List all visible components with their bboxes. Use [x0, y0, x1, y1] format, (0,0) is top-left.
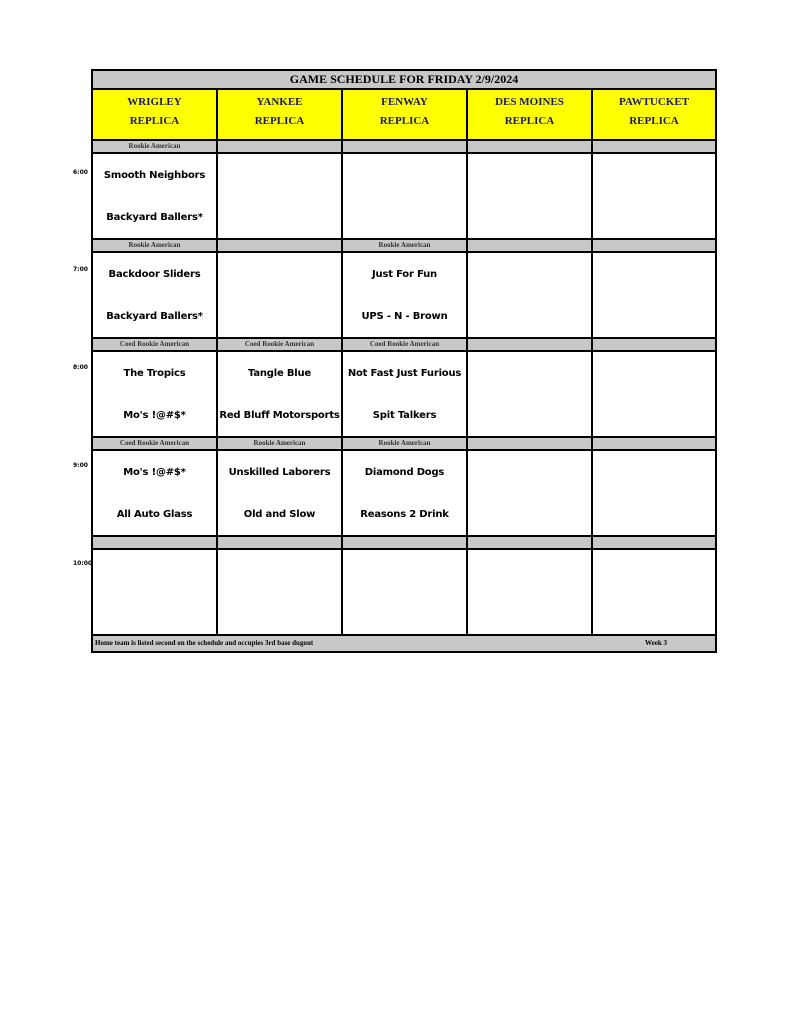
division-row — [93, 141, 715, 154]
game-cell — [218, 154, 343, 238]
division-label: Coed Rookie American — [93, 339, 218, 350]
field-sub: REPLICA — [379, 115, 430, 127]
division-label — [468, 141, 593, 152]
time-label: 10:00 — [73, 560, 93, 567]
division-row — [93, 339, 715, 352]
home-team: Backyard Ballers* — [106, 311, 203, 322]
game-cell — [93, 253, 218, 337]
division-label: Rookie American — [343, 240, 468, 251]
away-team: Mo's !@#$* — [123, 467, 186, 478]
division-label: Coed Rookie American — [93, 438, 218, 449]
division-row — [93, 438, 715, 451]
division-label — [343, 537, 468, 548]
game-cell — [468, 154, 593, 238]
game-cell — [468, 253, 593, 337]
game-cell — [93, 352, 218, 436]
field-header-wrigley — [93, 90, 218, 139]
home-team: Mo's !@#$* — [123, 410, 186, 421]
division-label — [468, 537, 593, 548]
division-label — [468, 438, 593, 449]
game-cell — [343, 253, 468, 337]
division-label — [593, 240, 715, 251]
time-label: 6:00 — [73, 169, 88, 176]
home-team: Reasons 2 Drink — [360, 509, 449, 520]
field-header-row — [93, 90, 715, 141]
game-cell — [343, 451, 468, 535]
time-label: 7:00 — [73, 266, 88, 273]
game-cell — [218, 352, 343, 436]
division-label: Rookie American — [93, 240, 218, 251]
time-label: 8:00 — [73, 364, 88, 371]
division-label: Coed Rookie American — [343, 339, 468, 350]
game-cell — [93, 550, 218, 634]
home-team: Spit Talkers — [372, 410, 437, 421]
game-cell — [468, 451, 593, 535]
schedule-table — [91, 69, 717, 653]
game-cell — [593, 550, 715, 634]
division-row — [93, 537, 715, 550]
home-team: All Auto Glass — [116, 509, 193, 520]
game-cell — [93, 451, 218, 535]
game-row — [93, 352, 715, 438]
division-label — [218, 240, 343, 251]
week-label: Week 3 — [645, 639, 667, 647]
game-cell — [343, 154, 468, 238]
game-cell — [218, 253, 343, 337]
schedule-title: GAME SCHEDULE FOR FRIDAY 2/9/2024 — [93, 71, 715, 90]
footer-note: Home team is listed second on the schedule and occupies 3rd base dugout — [95, 639, 314, 647]
division-label — [343, 141, 468, 152]
division-label — [468, 339, 593, 350]
field-header-des-moines — [468, 90, 593, 139]
away-team: Unskilled Laborers — [228, 467, 331, 478]
game-row — [93, 154, 715, 240]
field-name: WRIGLEY — [127, 96, 182, 108]
field-header-pawtucket — [593, 90, 715, 139]
division-label: Rookie American — [93, 141, 218, 152]
division-label — [218, 141, 343, 152]
away-team: Smooth Neighbors — [103, 170, 206, 181]
home-team: UPS - N - Brown — [361, 311, 448, 322]
field-name: FENWAY — [381, 96, 428, 108]
game-cell — [593, 253, 715, 337]
away-team: Tangle Blue — [247, 368, 311, 379]
away-team: The Tropics — [123, 368, 186, 379]
field-name: PAWTUCKET — [618, 96, 690, 108]
division-label: Rookie American — [343, 438, 468, 449]
game-cell — [343, 550, 468, 634]
game-cell — [218, 550, 343, 634]
footer-row — [93, 636, 715, 651]
game-row — [93, 253, 715, 339]
home-team: Old and Slow — [243, 509, 316, 520]
field-sub: REPLICA — [504, 115, 555, 127]
division-label — [468, 240, 593, 251]
home-team: Backyard Ballers* — [106, 212, 203, 223]
division-label — [593, 438, 715, 449]
division-label — [218, 537, 343, 548]
division-label — [93, 537, 218, 548]
away-team: Not Fast Just Furious — [347, 368, 462, 379]
away-team: Just For Fun — [372, 269, 437, 280]
game-cell — [218, 451, 343, 535]
field-header-yankee — [218, 90, 343, 139]
game-cell — [593, 451, 715, 535]
game-cell — [593, 352, 715, 436]
division-label — [593, 537, 715, 548]
division-label: Rookie American — [218, 438, 343, 449]
field-sub: REPLICA — [129, 115, 180, 127]
game-row — [93, 451, 715, 537]
game-cell — [343, 352, 468, 436]
game-cell — [93, 154, 218, 238]
field-header-fenway — [343, 90, 468, 139]
away-team: Backdoor Sliders — [108, 269, 201, 280]
game-cell — [468, 550, 593, 634]
field-name: YANKEE — [256, 96, 303, 108]
field-name: DES MOINES — [495, 96, 564, 108]
game-row — [93, 550, 715, 636]
game-cell — [468, 352, 593, 436]
home-team: Red Bluff Motorsports — [219, 410, 340, 421]
division-label — [593, 141, 715, 152]
division-label: Coed Rookie American — [218, 339, 343, 350]
division-row — [93, 240, 715, 253]
time-label: 9:00 — [73, 462, 88, 469]
game-cell — [593, 154, 715, 238]
field-sub: REPLICA — [629, 115, 679, 127]
field-sub: REPLICA — [254, 115, 305, 127]
division-label — [593, 339, 715, 350]
away-team: Diamond Dogs — [364, 467, 445, 478]
